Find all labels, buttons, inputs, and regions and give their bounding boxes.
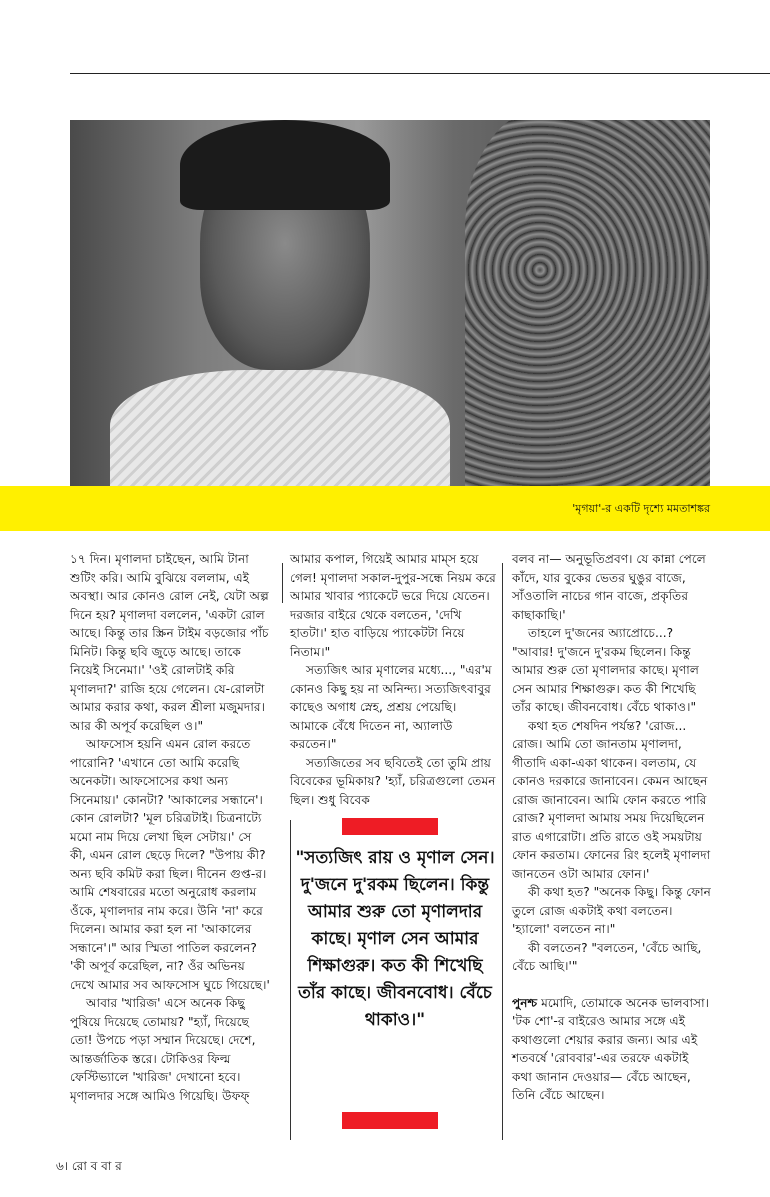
- pull-quote: "সত্যজিৎ রায় ও মৃণাল সেন। দু'জনে দু'রকম ছিলেন। কিন্তু আমার শুরু তো মৃণালদার কাছে। মৃণাল সেন আমার শিক্ষাগুরু। কত কী শিখেছি তাঁর কাছে। জীবনবোধ। বেঁচে থাকাও।": [295, 848, 495, 1030]
- text-column-3: [512, 550, 712, 1105]
- pull-quote-left-rule: [290, 820, 291, 1140]
- photo-sari-shape: [110, 370, 450, 486]
- pull-quote-top-bar: [342, 818, 438, 835]
- column-divider: [502, 563, 503, 1140]
- postscript-label: পুনশ্চ: [512, 995, 538, 1010]
- paragraph: বলব না— অনুভূতিপ্রবণ। যে কান্না পেলে কাঁদে, যার বুকের ভেতর ঘুঙুর বাজে, সাঁওতালি নাচের গান বাজে, প্রকৃতির কাছাকাছি।': [512, 552, 706, 622]
- paragraph: কথা হত শেষদিন পর্যন্ত? 'রোজ... রোজ। আমি তো জানতাম মৃণালদা, গীতাদি একা-একা থাকেন। বলতাম, যে কোনও দরকারে জানাবেন। কেমন আছেন রোজ জানাবেন। আমি ফোন করতে পারি রোজ? মৃণালদা আমায় সময় দিয়েছিলেন রাত এগারোটা। প্রতি রাতে ওই সময়টায় ফোন করতাম। ফোনের রিং হলেই মৃণালদা জানতেন ওটা আমার ফোন।': [512, 718, 711, 881]
- paragraph: তাহলে দু'জনের অ্যাপ্রোচে...? "আবার! দু'জনে দু'রকম ছিলেন। কিন্তু আমার শুরু তো মৃণালদার কাছে। মৃণাল সেন আমার শিক্ষাগুরু। কত কী শিখেছি তাঁর কাছে। জীবনবোধ। বেঁচে থাকাও।": [512, 626, 699, 714]
- paragraph: কী কথা হত? "অনেক কিছু। কিন্তু ফোন তুলে রোজ একটাই কথা বলতেন। 'হ্যালো' বলতেন না।": [512, 885, 711, 936]
- paragraph: আমার কপাল, গিয়েই আমার মাম্স হয়ে গেল! মৃণালদা সকাল-দুপুর-সন্ধে নিয়ম করে আমার খাবার প্যাকেটে ভরে দিয়ে যেতেন। দরজার বাইরে থেকে বলতেন, 'দেখি হাতটা।' হাত বাড়িয়ে প্যাকেটটা নিয়ে নিতাম।": [290, 552, 496, 659]
- postscript-paragraph: [512, 994, 712, 1105]
- photo-tree-trunk-shape: [465, 120, 710, 486]
- text-column-1: [70, 550, 270, 1105]
- paragraph: কী বলতেন? "বলতেন, 'বেঁচে আছি, বেঁচে আছি।'": [512, 940, 702, 973]
- column-divider: [282, 563, 283, 603]
- top-rule: [70, 73, 770, 74]
- text-column-2: [290, 550, 498, 809]
- paragraph: সত্যজিতের সব ছবিতেই তো তুমি প্রায় বিবেকের ভূমিকায়? 'হ্যাঁ, চরিত্রগুলো তেমন ছিল। শুধু বিবেক: [290, 755, 496, 807]
- paragraph: ১৭ দিন। মৃণালদা চাইছেন, আমি টানা শুটিং করি। আমি বুঝিয়ে বললাম, এই অবস্থা। আর কোনও রোল নেই, যেটা অল্প দিনে হয়? মৃণালদা বললেন, 'একটা রোল আছে। কিন্তু তার স্ক্রিন টাইম বড়জোর পাঁচ মিনিট। কিন্তু ছবি জুড়ে আছে। তাকে নিয়েই সিনেমা।' 'ওই রোলটাই করি মৃণালদা?' রাজি হয়ে গেলেন। যে-রোলটা আমার করার কথা, করল শ্রীলা মজুমদার। আর কী অপূর্ব করেছিল ও।": [70, 552, 269, 733]
- page-footer: ৬। রো ব বা র: [56, 1159, 122, 1173]
- postscript-text: মমোদি, তোমাকে অনেক ভালবাসা। 'টক শো'-র বাইরেও আমার সঙ্গে এই কথাগুলো শেয়ার করার জন্য। আর এই শতবর্ষে 'রোববার'-এর তরফে একটাই কথা জানান দেওয়ার— বেঁচে আছেন, তিনি বেঁচে আছেন।: [512, 995, 710, 1102]
- paragraph: আবার 'খারিজ' এসে অনেক কিছু পুষিয়ে দিয়েছে তোমায়? "হ্যাঁ, দিয়েছে তো! উপচে পড়া সম্মান দিয়েছে। দেশে, আন্তর্জাতিক স্তরে। টোকিওর ফিল্ম ফেস্টিভ্যালে 'খারিজ' দেখানো হবে। মৃণালদার সঙ্গে আমিও গিয়েছি। উফফ্: [70, 996, 256, 1103]
- pull-quote-bottom-bar: [342, 1112, 438, 1129]
- paragraph: আফসোস হয়নি এমন রোল করতে পারোনি? 'এখানে তো আমি করেছি অনেকটা। আফসোসের কথা অন্য সিনেমায়।' কোনটা? 'আকালের সন্ধানে'। কোন রোলটা? 'মূল চরিত্রটাই। চিত্রনাট্যে মমো নাম দিয়ে লেখা ছিল সেটায়।' সে কী, এমন রোল ছেড়ে দিলে? "উপায় কী? অন্য ছবি কমিট করা ছিল। দীনেন গুপ্ত-র। আমি শেষবারের মতো অনুরোধ করলাম ওঁকে, মৃণালদার নাম করে। উনি 'না' করে দিলেন। আমার করা হল না 'আকালের সন্ধানে'।" আর স্মিতা পাতিল করলেন? 'কী অপূর্ব করেছিল, না? ওঁর অভিনয় দেখে আমার সব আফসোস ঘুচে গিয়েছে।': [70, 737, 270, 992]
- film-still-photo: [70, 120, 710, 486]
- photo-hair-shape: [180, 120, 390, 210]
- paragraph: সত্যজিৎ আর মৃণালের মধ্যে..., "এর'ম কোনও কিছু হয় না অনিন্দ্য। সত্যজিৎবাবুর কাছেও অগাধ স্নেহ, প্রশ্রয় পেয়েছি। আমাকে বেঁধে দিতেন না, অ্যালাউ করতেন।": [290, 663, 492, 751]
- photo-caption: 'মৃগয়া'-র একটি দৃশ্যে মমতাশঙ্কর: [572, 502, 710, 515]
